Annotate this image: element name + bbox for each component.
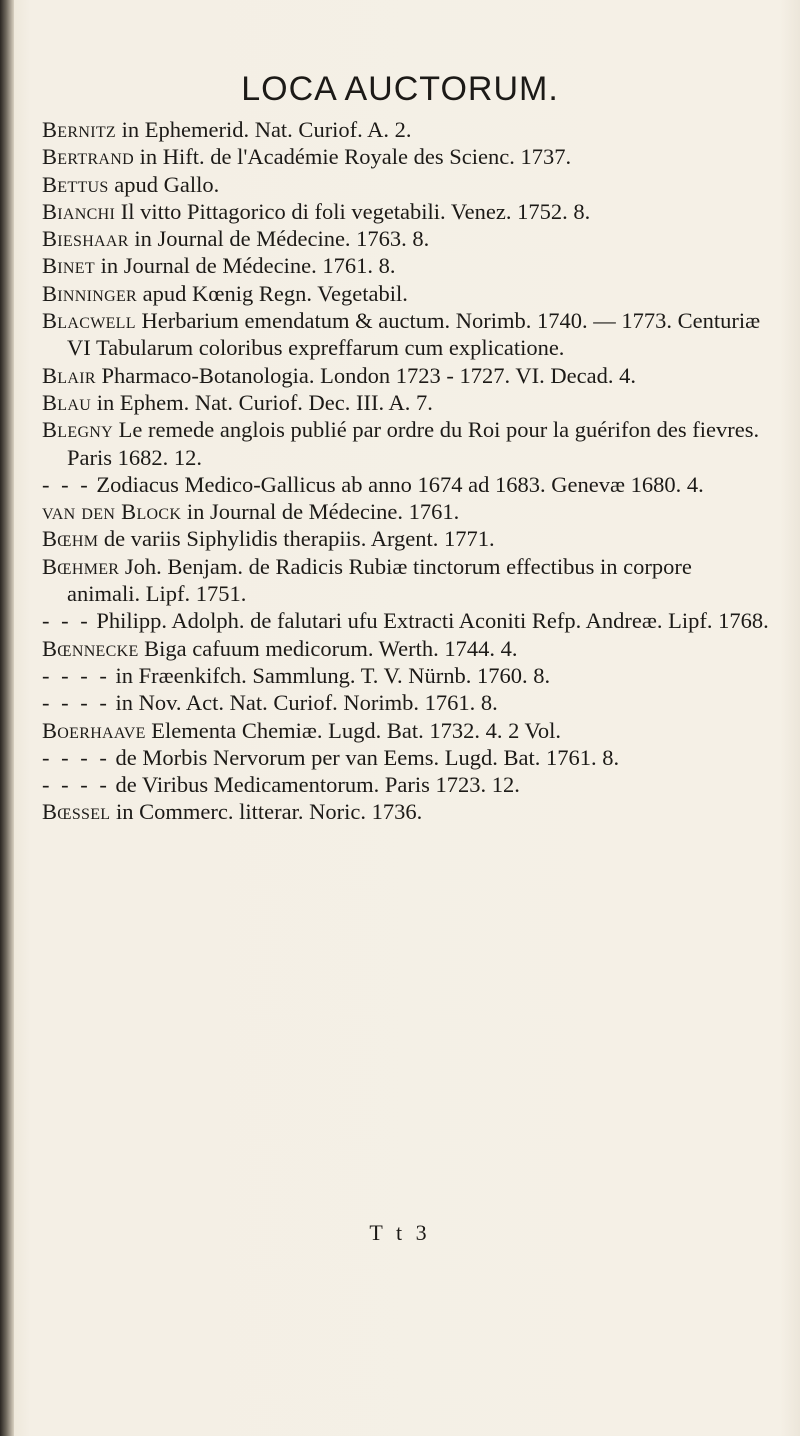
entry-ditto-dash: - - - - [42,772,110,798]
entry-text: apud Kœnig Regn. Vegetabil. [137,280,408,306]
entry-text: de variis Siphylidis therapiis. Argent. 1771. [98,526,495,552]
entry-text: in Hift. de l'Académie Royale des Scienc. 1737. [134,144,572,170]
bibliography-entry [42,744,770,771]
bibliography-entry [42,607,770,634]
entry-ditto-dash: - - - - [42,690,110,716]
entry-author: Binninger [42,280,138,306]
bibliography-entry [42,252,770,279]
entry-text: in Ephem. Nat. Curiof. Dec. III. A. 7. [91,389,433,415]
bibliography-entry [42,280,770,307]
entry-author: Bœssel [42,799,111,825]
bibliography-entry [42,389,770,416]
entry-text: in Journal de Médecine. 1761. 8. [94,253,396,279]
entry-author: Blau [42,389,92,415]
bibliography-entry [42,171,770,198]
entry-author: Blacwell [42,308,136,334]
entry-text: in Journal de Médecine. 1763. 8. [128,226,430,252]
bibliography-entry [42,471,770,498]
entry-author: van den Block [42,499,182,525]
bibliography-list [42,116,770,826]
entry-author: Bianchi [42,198,116,224]
bibliography-entry [42,116,770,143]
entry-text: in Nov. Act. Nat. Curiof. Norimb. 1761. 8. [109,690,498,716]
bibliography-entry [42,498,770,525]
entry-text: Il vitto Pittagorico di foli vegetabili. Venez. 1752. 8. [115,198,591,224]
entry-author: Bettus [42,171,109,197]
bibliography-entry [42,225,770,252]
entry-author: Bœnnecke [42,635,139,661]
entry-text: Philipp. Adolph. de falutari ufu Extracti Aconiti Refp. Andreæ. Lipf. 1768. [90,608,769,634]
entry-author: Blegny [42,417,114,443]
entry-author: Boerhaave [42,717,146,743]
bibliography-entry [42,416,770,471]
bibliography-entry [42,362,770,389]
entry-text: de Morbis Nervorum per van Eems. Lugd. Bat. 1761. 8. [109,744,620,770]
entry-text: Le remede anglois publié par ordre du Roi pour la guérifon des fievres. Paris 1682. 12. [67,417,760,470]
bibliography-entry [42,525,770,552]
entry-text: in Journal de Médecine. 1761. [181,499,460,525]
entry-author: Bernitz [42,117,116,142]
entry-author: Bœhm [42,526,99,552]
bibliography-entry [42,798,770,825]
entry-text: in Ephemerid. Nat. Curiof. A. 2. [115,117,412,142]
entry-author: Bieshaar [42,226,129,252]
bibliography-entry [42,662,770,689]
entry-text: de Viribus Medicamentorum. Paris 1723. 12. [109,772,520,798]
entry-author: Blair [42,362,96,388]
entry-text: in Commerc. litterar. Noric. 1736. [110,799,423,825]
entry-author: Bertrand [42,144,135,170]
entry-text: Pharmaco-Botanologia. London 1723 - 1727. VI. Decad. 4. [95,362,636,388]
bibliography-entry [42,307,770,362]
entry-author: Bœhmer [42,553,120,579]
entry-ditto-dash: - - - - [42,744,110,770]
entry-text: Joh. Benjam. de Radicis Rubiæ tinctorum effectibus in corpore animali. Lipf. 1751. [67,553,692,607]
bibliography-entry [42,771,770,798]
entry-ditto-dash: - - - [42,608,91,634]
entry-ditto-dash: - - - [42,471,91,497]
entry-text: Herbarium emendatum & auctum. Norimb. 1740. — 1773. Centuriæ VI Tabularum coloribus expreffarum cum explicatione. [67,308,761,361]
entry-text: apud Gallo. [108,171,220,197]
bibliography-entry [42,143,770,170]
bibliography-entry [42,553,770,608]
bibliography-entry [42,717,770,744]
entry-text: in Fræenkifch. Sammlung. T. V. Nürnb. 1760. 8. [109,662,551,688]
entry-text: Elementa Chemiæ. Lugd. Bat. 1732. 4. 2 Vol. [145,717,562,743]
entry-ditto-dash: - - - - [42,662,110,688]
entry-author: Binet [42,253,95,279]
bibliography-entry [42,635,770,662]
signature-mark: T t 3 [369,1220,431,1245]
entry-text: Zodiacus Medico-Gallicus ab anno 1674 ad 1683. Genevæ 1680. 4. [90,471,704,497]
entry-text: Biga cafuum medicorum. Werth. 1744. 4. [138,635,518,661]
page-header: LOCA AUCTORUM. [241,70,559,108]
bibliography-entry [42,689,770,716]
bibliography-entry [42,198,770,225]
